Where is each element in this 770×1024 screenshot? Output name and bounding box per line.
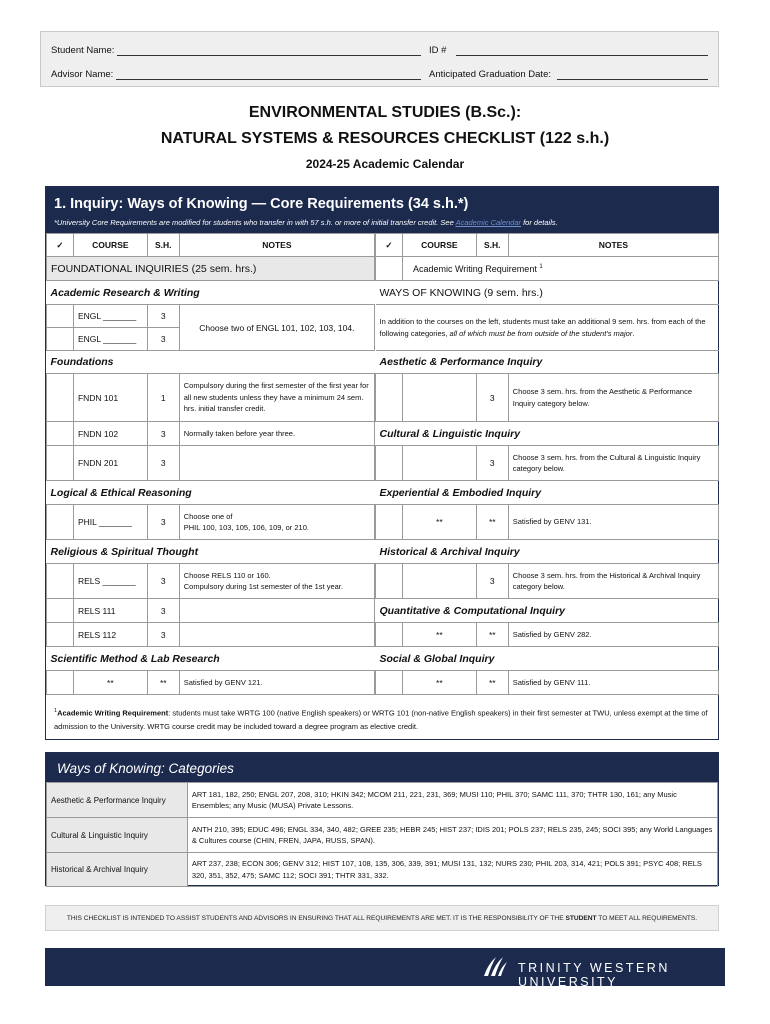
historical-category: Historical & Archival Inquiry bbox=[376, 540, 719, 564]
checkbox[interactable] bbox=[47, 599, 74, 623]
fndn101-note: Compulsory during the first semester of the first year for all new students unless they have a minimum 24 sem. hrs. initial transfer credit. bbox=[179, 374, 374, 422]
categories-heading: Ways of Knowing: Categories bbox=[46, 753, 718, 782]
sh-value: 3 bbox=[147, 305, 179, 328]
sh-value: 3 bbox=[476, 564, 508, 599]
writing-footnote: $^1$Academic Writing Requirement: students must take WRTG 100 (native English speakers) or WRTG 101 (non-native English speakers) in their first semester at TWU, unless exempt at the time of admission to the University. WRTG course credit may be included toward a degree program as elective credit. bbox=[54, 708, 708, 731]
category-name: Cultural & Linguistic Inquiry bbox=[47, 818, 188, 853]
fndn102-note: Normally taken before year three. bbox=[179, 422, 374, 446]
academic-calendar-link[interactable]: Academic Calendar bbox=[455, 218, 522, 227]
checkbox[interactable] bbox=[47, 446, 74, 481]
rels112-note bbox=[179, 623, 374, 647]
categories-table bbox=[46, 782, 718, 887]
graduation-date-label: Anticipated Graduation Date: bbox=[429, 69, 551, 80]
check-header: ✓ bbox=[47, 234, 74, 257]
course-fndn201: FNDN 201 bbox=[73, 446, 147, 481]
course-fndn102: FNDN 102 bbox=[73, 422, 147, 446]
sh-value: 3 bbox=[147, 446, 179, 481]
sh-value: 3 bbox=[476, 446, 508, 481]
research-writing-category: Academic Research & Writing bbox=[47, 281, 375, 305]
sh-value: 3 bbox=[147, 422, 179, 446]
phil-note: Choose one of PHIL 100, 103, 105, 106, 109, or 210. bbox=[179, 505, 374, 540]
course-phil[interactable]: PHIL _______ bbox=[73, 505, 147, 540]
section-note: *University Core Requirements are modified for students who transfer in with 57 s.h. or more of initial transfer credit. See Academic Calendar for details. bbox=[54, 218, 558, 227]
sh-value: 1 bbox=[147, 374, 179, 422]
right-course-table bbox=[375, 233, 719, 695]
notes-header: NOTES bbox=[179, 234, 374, 257]
engl-note: Choose two of ENGL 101, 102, 103, 104. bbox=[179, 305, 374, 351]
category-name: Historical & Archival Inquiry bbox=[47, 853, 188, 887]
section-heading: 1. Inquiry: Ways of Knowing — Core Requirements (34 s.h.*) bbox=[54, 196, 469, 212]
category-courses: ANTH 210, 395; EDUC 496; ENGL 334, 340, 482; GREE 235; HEBR 245; HIST 237; IDIS 201; POLS 237; RELS 235, 245; SOCI 395; any World Languages & Cultures course (CHIN, FREN, JAPA, RUSS, SPAN). bbox=[187, 818, 717, 853]
category-courses: ART 237, 238; ECON 306; GENV 312; HIST 107, 108, 135, 306, 339, 391; MUSI 131, 132; NURS 230; PHIL 203, 314, 421; POLS 391; PSYC 408; RELS 320, 351, 352, 475; SAMC 112; SOCI 391; THTR 331, 332. bbox=[187, 853, 717, 887]
checkbox[interactable] bbox=[376, 564, 403, 599]
course-historical[interactable] bbox=[402, 564, 476, 599]
category-name: Aesthetic & Performance Inquiry bbox=[47, 783, 188, 818]
sh-value: 3 bbox=[147, 328, 179, 351]
historical-note: Choose 3 sem. hrs. from the Historical & Archival Inquiry category below. bbox=[508, 564, 718, 599]
footer-bar bbox=[45, 948, 725, 989]
graduation-date-field[interactable] bbox=[557, 71, 708, 80]
sh-header: S.H. bbox=[147, 234, 179, 257]
course-header: COURSE bbox=[73, 234, 147, 257]
course-engl-2[interactable]: ENGL _______ bbox=[73, 328, 147, 351]
id-label: ID # bbox=[429, 45, 447, 56]
sh-value: ** bbox=[476, 505, 508, 540]
checkbox[interactable] bbox=[376, 257, 403, 281]
sh-value: 3 bbox=[476, 374, 508, 422]
sh-value: 3 bbox=[147, 564, 179, 599]
sh-value: 3 bbox=[147, 623, 179, 647]
student-name-field[interactable] bbox=[117, 47, 421, 56]
checkbox[interactable] bbox=[47, 623, 74, 647]
checkbox[interactable] bbox=[376, 505, 403, 540]
id-field[interactable] bbox=[456, 47, 708, 56]
sh-header: S.H. bbox=[476, 234, 508, 257]
checkbox[interactable] bbox=[47, 374, 74, 422]
course-header: COURSE bbox=[402, 234, 476, 257]
checkbox[interactable] bbox=[376, 374, 403, 422]
category-courses: ART 181, 182, 250; ENGL 207, 208, 310; HKIN 342; MCOM 211, 221, 231, 369; MUSI 110; PHIL 370; SAMC 111, 370; THTR 130, 161; any Music Ensembles; any Music (MUSA) Private Lessons. bbox=[187, 783, 717, 818]
checkbox[interactable] bbox=[47, 422, 74, 446]
logical-ethical-category: Logical & Ethical Reasoning bbox=[47, 481, 375, 505]
rels111-note bbox=[179, 599, 374, 623]
course-satisfied: ** bbox=[402, 623, 476, 647]
quant-note: Satisfied by GENV 282. bbox=[508, 623, 718, 647]
course-satisfied: ** bbox=[402, 671, 476, 695]
cultural-note: Choose 3 sem. hrs. from the Cultural & Linguistic Inquiry category below. bbox=[508, 446, 718, 481]
rels-note: Choose RELS 110 or 160. Compulsory during 1st semester of the 1st year. bbox=[179, 564, 374, 599]
foundational-inquiries-heading: FOUNDATIONAL INQUIRIES (25 sem. hrs.) bbox=[47, 257, 375, 281]
foundations-category: Foundations bbox=[47, 351, 375, 374]
student-info-box bbox=[40, 31, 719, 87]
course-fndn101: FNDN 101 bbox=[73, 374, 147, 422]
categories-section bbox=[45, 752, 719, 886]
course-rels[interactable]: RELS _______ bbox=[73, 564, 147, 599]
left-course-table bbox=[46, 233, 375, 695]
sh-value: ** bbox=[476, 623, 508, 647]
calendar-label: 2024-25 Academic Calendar bbox=[305, 157, 465, 171]
page-subtitle: NATURAL SYSTEMS & RESOURCES CHECKLIST (122 s.h.) bbox=[160, 130, 610, 147]
religious-spiritual-category: Religious & Spiritual Thought bbox=[47, 540, 375, 564]
course-satisfied: ** bbox=[402, 505, 476, 540]
checkbox[interactable] bbox=[376, 446, 403, 481]
disclaimer: THIS CHECKLIST IS INTENDED TO ASSIST STUDENTS AND ADVISORS IN ENSURING THAT ALL REQUIREMENTS ARE MET. IT IS THE RESPONSIBILITY OF THE STUDENT TO MEET ALL REQUIREMENTS. bbox=[45, 905, 719, 931]
page-title: ENVIRONMENTAL STUDIES (B.Sc.): bbox=[248, 104, 522, 121]
social-note: Satisfied by GENV 111. bbox=[508, 671, 718, 695]
university-name: TRINITY WESTERN UNIVERSITY bbox=[518, 961, 670, 989]
course-rels111: RELS 111 bbox=[73, 599, 147, 623]
advisor-name-field[interactable] bbox=[116, 71, 421, 80]
aesthetic-note: Choose 3 sem. hrs. from the Aesthetic & Performance Inquiry category below. bbox=[508, 374, 718, 422]
writing-requirement: Academic Writing Requirement $^1$ bbox=[402, 257, 718, 281]
core-requirements-section bbox=[45, 186, 719, 740]
checkbox[interactable] bbox=[47, 328, 74, 351]
ways-of-knowing-heading: WAYS OF KNOWING (9 sem. hrs.) bbox=[376, 281, 719, 305]
checkbox[interactable] bbox=[47, 505, 74, 540]
sh-value: ** bbox=[147, 671, 179, 695]
exp-note: Satisfied by GENV 131. bbox=[508, 505, 718, 540]
course-satisfied: ** bbox=[73, 671, 147, 695]
advisor-name-label: Advisor Name: bbox=[51, 69, 114, 80]
student-name-label: Student Name: bbox=[51, 45, 115, 56]
course-aesthetic[interactable] bbox=[402, 374, 476, 422]
sh-value: 3 bbox=[147, 599, 179, 623]
checkbox[interactable] bbox=[47, 305, 74, 328]
course-cultural[interactable] bbox=[402, 446, 476, 481]
sh-value: 3 bbox=[147, 505, 179, 540]
scientific-method-category: Scientific Method & Lab Research bbox=[47, 647, 375, 671]
course-rels112: RELS 112 bbox=[73, 623, 147, 647]
experiential-category: Experiential & Embodied Inquiry bbox=[376, 481, 719, 505]
checkbox[interactable] bbox=[47, 564, 74, 599]
cultural-category: Cultural & Linguistic Inquiry bbox=[376, 422, 719, 446]
social-global-category: Social & Global Inquiry bbox=[376, 647, 719, 671]
twu-logo-icon bbox=[481, 954, 509, 980]
section-banner bbox=[46, 187, 718, 233]
aesthetic-category: Aesthetic & Performance Inquiry bbox=[376, 351, 719, 374]
check-header: ✓ bbox=[376, 234, 403, 257]
sci-note: Satisfied by GENV 121. bbox=[179, 671, 374, 695]
sh-value: ** bbox=[476, 671, 508, 695]
checkbox[interactable] bbox=[376, 671, 403, 695]
checkbox[interactable] bbox=[47, 671, 74, 695]
checkbox[interactable] bbox=[376, 623, 403, 647]
fndn201-note bbox=[179, 446, 374, 481]
quantitative-category: Quantitative & Computational Inquiry bbox=[376, 599, 719, 623]
notes-header: NOTES bbox=[508, 234, 718, 257]
ways-of-knowing-note: In addition to the courses on the left, students must take an additional 9 sem. hrs. from each of the following categories, all of which must be from outside of the student's major. bbox=[376, 305, 719, 351]
course-engl-1[interactable]: ENGL _______ bbox=[73, 305, 147, 328]
